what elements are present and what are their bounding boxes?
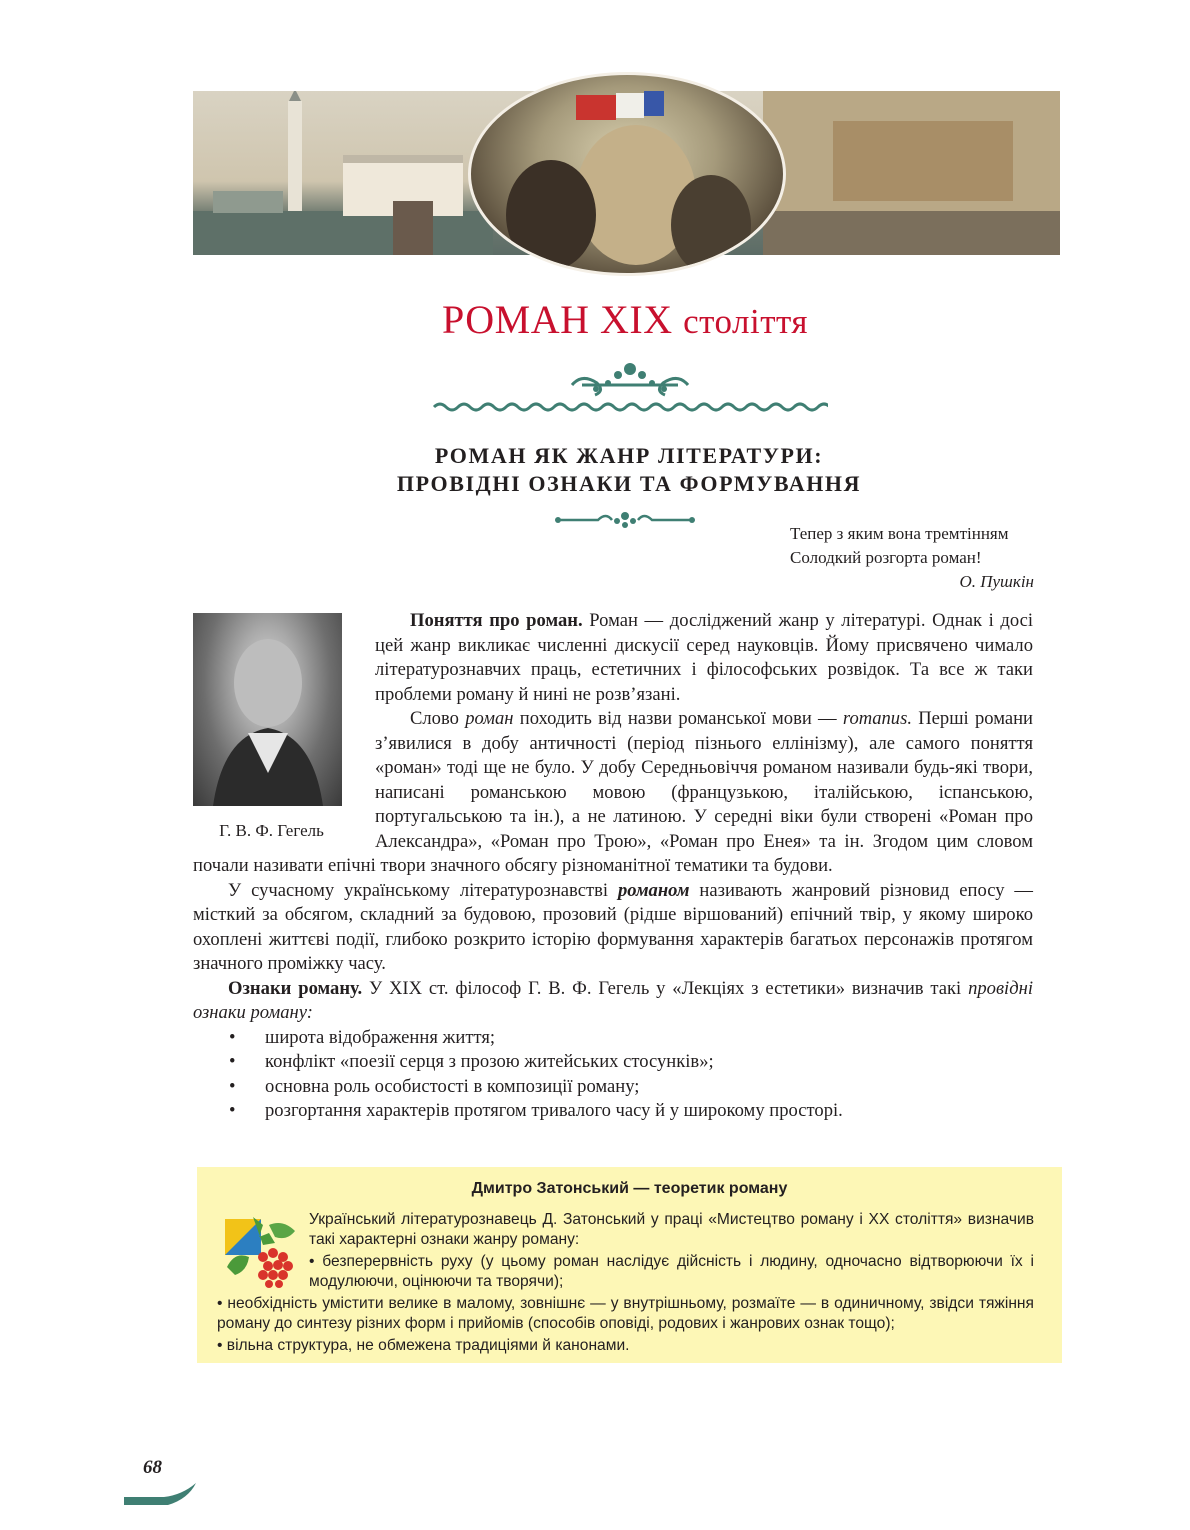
etymology-latin: romanus. [842,708,912,729]
features-lead: Ознаки роману. [228,977,363,999]
viburnum-icon [223,1211,301,1289]
etymology-text-c: Перші романи з’явилися в добу античності (період пізнього еллінізму), але самого поняття «роман» тоді ще не було. У добу Середньовіччя романом називали будь-які твори, написані романською мовою (французькою, італійською, іспанською, португальською та ін.), а не латиною. У середні віки були створені «Роман про Александра», «Роман про Трою», «Роман про Енея» та ін. Згодом цим словом почали називати епічні твори значного обсягу різноманітної тематики та будови. [193,708,1033,876]
body-text [193,609,1033,1124]
title-ornament [432,355,828,417]
page-title: РОМАН XIX століття [442,297,808,342]
etymology-term: роман [465,708,514,729]
list-item: • основна роль особистості в композиції роману; [193,1075,1033,1100]
features-italic: провідні ознаки роману: [193,977,1033,1023]
info-box-item: • необхідність умістити велике в малому, зовнішнє — у внутрішньому, розмаїте — в одиничному, звідси тяжіння роману до синтезу різних форм і прийомів (способів оповіді, родових і жанрових ознак тощо); [217,1295,1034,1332]
info-box [197,1167,1062,1363]
list-item: • широта відображення життя; [193,1026,1033,1051]
etymology-text-b: походить від назви романської мови — [513,708,843,729]
paragraph-definition [193,879,1033,977]
list-item: • конфлікт «поезії серця з прозою житейських стосунків»; [193,1050,1033,1075]
info-box-body [197,1210,1062,1356]
definition-text-b: називають жанровий різновид епосу — місткий за обсягом, складний за будовою, прозовий (рідше віршований) епічний твір, у якому широко охоплені життєві події, глибоко розкрито історію формування характерів багатьох персонажів протягом значного проміжку часу. [193,879,1034,974]
info-box-item: • безперервність руху (у цьому роман наслідує дійсність і людину, одночасно відтворюючи їх і модулюючи, оцінюючи та творячи); [309,1253,1034,1290]
paragraph-features [193,977,1033,1026]
page-number: 68 [143,1457,162,1478]
section-heading [300,442,958,498]
concept-lead: Поняття про роман. [410,610,583,631]
info-box-title: Дмитро Затонський — теоретик роману [471,1180,788,1197]
section-heading-line1: РОМАН ЯК ЖАНР ЛІТЕРАТУРИ: [434,443,824,468]
info-box-intro: Український літературознавець Д. Затонський у праці «Мистецтво роману і XX століття» визначив такі характерні ознаки жанру роману: [309,1211,1034,1248]
features-text: У XIX ст. філософ Г. В. Ф. Гегель у «Лекціях з естетики» визначив такі [362,977,969,999]
info-box-indented [309,1210,1034,1292]
epigraph-author: О. Пушкін [959,572,1034,591]
epigraph-line2: Солодкий розгорта роман! [790,548,982,567]
definition-text-a: У сучасному українському літературознавстві [228,879,618,901]
liberty-painting-ellipse [468,72,786,276]
features-list [193,1026,1033,1124]
concept-text: Роман — досліджений жанр у літературі. Однак і досі цей жанр викликає численні дискусії серед науковців. Йому присвячено чимало літературознавчих праць, естетичних і філософських розвідок. Та все ж таки проблеми роману й нині не розв’язані. [375,610,1033,705]
epigraph [790,522,1034,594]
heading-ornament [554,510,696,530]
list-item: • розгортання характерів протягом тривалого часу й у широкому просторі. [193,1099,1033,1124]
liberty-painting [471,75,783,273]
portrait-caption: Г. В. Ф. Гегель [219,821,324,840]
epigraph-line1: Тепер з яким вона тремтінням [790,524,1009,543]
etymology-text-a: Слово [410,708,466,729]
portrait-spacer [193,609,375,841]
definition-term: романом [617,879,690,901]
info-box-item: • вільна структура, не обмежена традиціями й канонами. [217,1337,630,1354]
page-number-swoosh [124,1483,196,1509]
section-heading-line2: ПРОВІДНІ ОЗНАКИ ТА ФОРМУВАННЯ [396,471,862,496]
